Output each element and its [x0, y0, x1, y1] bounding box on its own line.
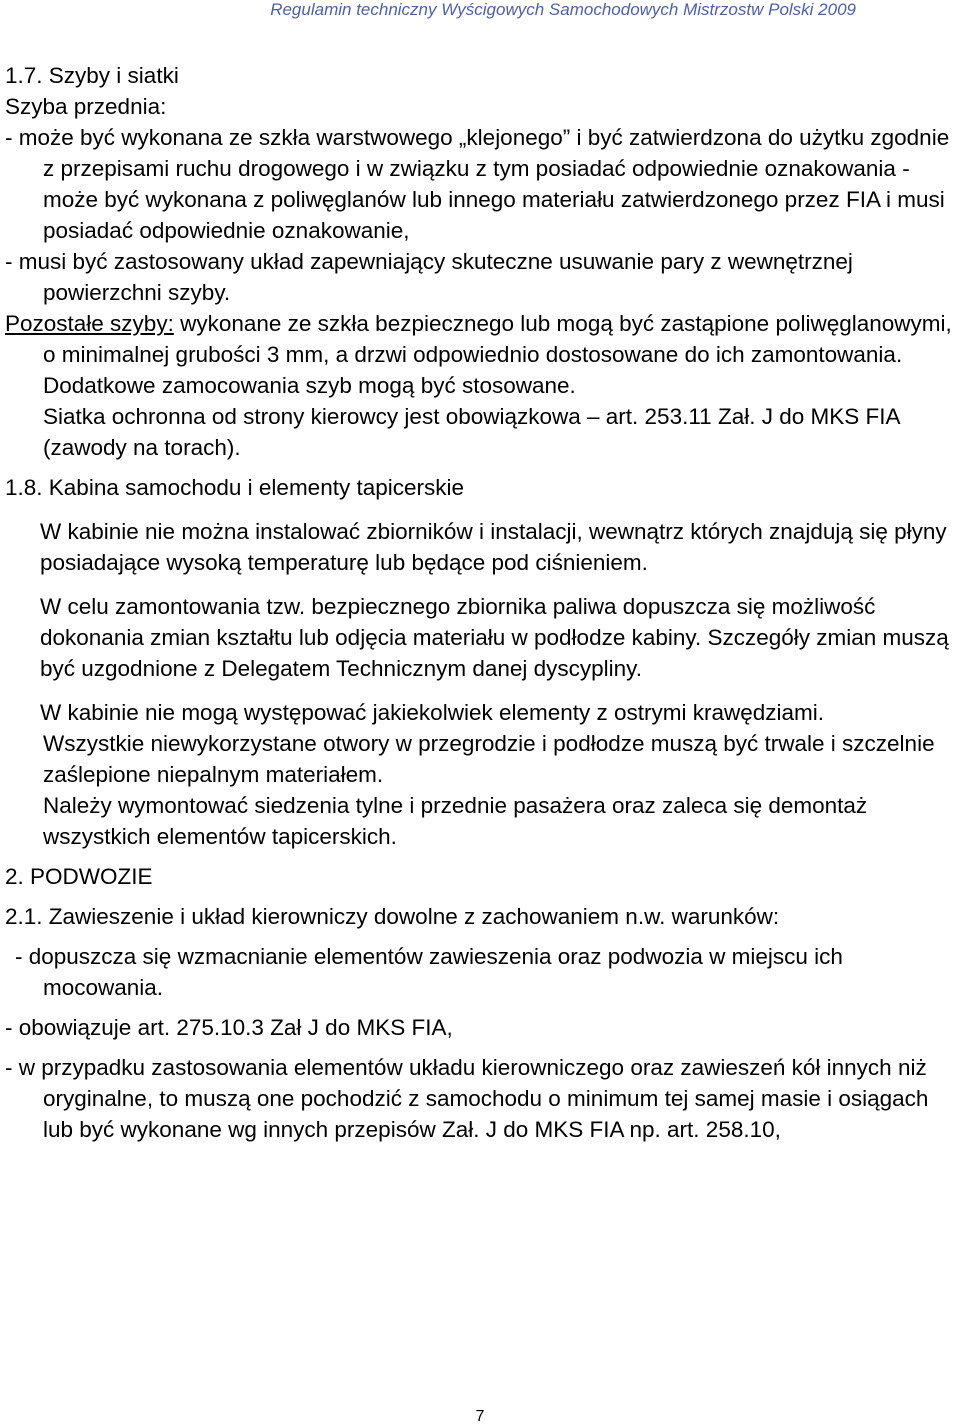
safety-net-paragraph: Siatka ochronna od strony kierowcy jest obowiązkowa – art. 253.11 Zał. J do MKS FIA (zawody na torach).	[43, 404, 900, 460]
running-header: Regulamin techniczny Wyścigowych Samochodowych Mistrzostw Polski 2009	[270, 0, 856, 19]
front-windscreen-label: Szyba przednia:	[5, 94, 167, 119]
cabin-paragraph-1: W kabinie nie można instalować zbiorników i instalacji, wewnątrz których znajdują się płyny posiadające wysoką temperaturę lub będące pod ciśnieniem.	[40, 519, 947, 575]
suspension-item-3: - w przypadku zastosowania elementów układu kierowniczego oraz zawieszeń kół innych niż oryginalne, to muszą one pochodzić z samochodu o minimum tej samej masie i osiągach lub być wykonane wg innych przepisów Zał. J do MKS FIA np. art. 258.10,	[5, 1055, 929, 1142]
cabin-paragraph-4: Wszystkie niewykorzystane otwory w przegrodzie i podłodze muszą być trwale i szczelnie zaślepione niepalnym materiałem.	[43, 731, 935, 787]
section-heading-1-7: 1.7. Szyby i siatki	[5, 63, 179, 88]
front-windscreen-item-2: - musi być zastosowany układ zapewniający skuteczne usuwanie pary z wewnętrznej powierzchni szyby.	[5, 249, 853, 305]
suspension-item-1: - dopuszcza się wzmacnianie elementów zawieszenia oraz podwozia w miejscu ich mocowania.	[15, 944, 843, 1000]
page-number: 7	[475, 1408, 485, 1425]
cabin-paragraph-5: Należy wymontować siedzenia tylne i przednie pasażera oraz zaleca się demontaż wszystkich elementów tapicerskich.	[43, 793, 868, 849]
suspension-item-2: - obowiązuje art. 275.10.3 Zał J do MKS FIA,	[5, 1015, 453, 1040]
other-windows-paragraph	[5, 308, 955, 401]
document-body	[5, 60, 955, 1145]
other-windows-text: wykonane ze szkła bezpiecznego lub mogą być zastąpione poliwęglanowymi, o minimalnej grubości 3 mm, a drzwi odpowiednio dostosowane do ich zamontowania. Dodatkowe zamocowania szyb mogą być stosowane.	[43, 311, 952, 398]
section-heading-1-8: 1.8. Kabina samochodu i elementy tapicerskie	[5, 475, 465, 500]
other-windows-label: Pozostałe szyby:	[5, 311, 174, 336]
cabin-paragraph-2: W celu zamontowania tzw. bezpiecznego zbiornika paliwa dopuszcza się możliwość dokonania zmian kształtu lub odjęcia materiału w podłodze kabiny. Szczegóły zmian muszą być uzgodnione z Delegatem Technicznym danej dyscypliny.	[40, 594, 949, 681]
section-heading-2-1: 2.1. Zawieszenie i układ kierowniczy dowolne z zachowaniem n.w. warunków:	[5, 904, 780, 929]
front-windscreen-item-1: - może być wykonana ze szkła warstwowego „klejonego” i być zatwierdzona do użytku zgodnie z przepisami ruchu drogowego i w związku z tym posiadać odpowiednie oznakowania - może być wykonana z poliwęglanów lub innego materiału zatwierdzonego przez FIA i musi posiadać odpowiednie oznakowanie,	[5, 125, 950, 243]
section-heading-2: 2. PODWOZIE	[5, 864, 153, 889]
cabin-paragraph-3: W kabinie nie mogą występować jakiekolwiek elementy z ostrymi krawędziami.	[40, 700, 825, 725]
